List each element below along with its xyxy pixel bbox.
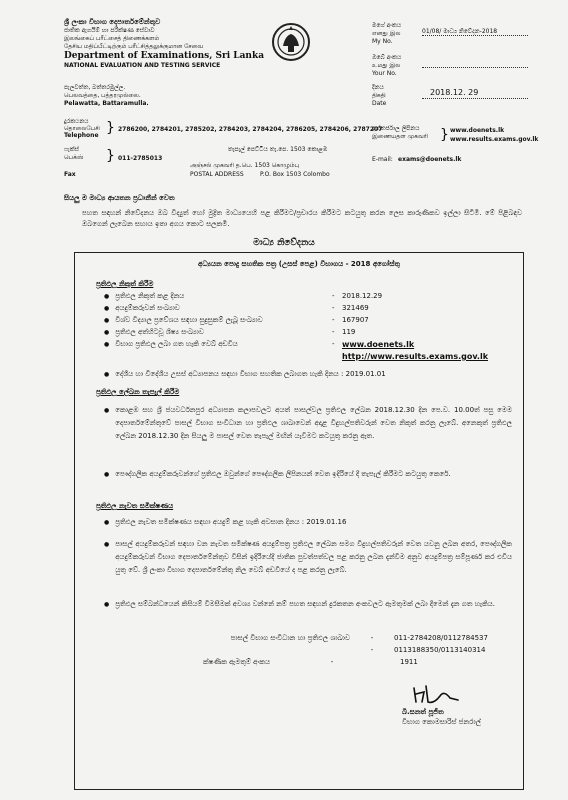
postal-en: P.O. Box 1503 Colombo (260, 171, 330, 178)
summary-row: ● විභාග ප්‍රතිඵල ලබා ගත හැකි වෙබ් අඩවිය - www.doenets.lk (104, 340, 514, 352)
addressee: සියලු ම මාධ්‍ය ආයතන ප්‍රධානීන් වෙත (64, 194, 175, 202)
foreign-cert-label: ● දේශීය හා විදේශීය උසස් අධ්‍යාපනය සඳහා විභාග සහතික ලබාගත හැකි දිනය (104, 370, 339, 378)
summary-row: ● අයදුම්කරුවන් සංඛ්‍යාව - 321469 (104, 304, 514, 316)
summary-label: ● විශ්ව විද්‍යාල ප්‍රවේශය සඳහා සුදුසුකම් ලැබූ සංඛ්‍යාව (104, 316, 332, 328)
web-link-2[interactable]: www.results.exams.gov.lk (450, 136, 539, 143)
my-no-label-en: My No. (372, 38, 393, 45)
contact-row: ක්ෂණික ඇමතුම් අංකය - 1911 (150, 658, 510, 670)
summary-label: ● ප්‍රතිඵල නිකුත් කළ දිනය (104, 292, 332, 304)
sri-lanka-emblem-icon (271, 22, 311, 62)
your-no-label-si: ඔබේ අංකය (372, 54, 402, 61)
sec2-bullet-2-text: පෞද්ගලික අයදුම්කරුවන්ගේ ප්‍රතිඵල ඔවුන්ගේ පෞද්ගලික ලිපිනයන් වෙත ඉදිරියේ දී තැපැල් කිරීමට කටයුතු කෙරේ. (115, 470, 451, 478)
my-no-value: 01/08/ මාධ්‍ය නිවේදන-2018 (422, 28, 528, 36)
email-label: E-mail: (372, 156, 393, 163)
summary-row: ● ප්‍රතිඵල අත්හිටවූ ශිෂ්‍ය සංඛ්‍යාව - 119 (104, 328, 514, 340)
postal-ta: அஞ்சல் முகவரி த.பெ. 1503 கொழும்பு (190, 162, 300, 169)
summary-row (104, 352, 514, 364)
foreign-cert-value: : 2019.01.01 (341, 370, 386, 378)
unit-name-ta: தேசிய மதிப்பீட்டிற்கும் பரீட்சித்தலுக்குமான சேவை (64, 43, 204, 50)
contact-value: 0113188350/0113140314 (394, 646, 486, 654)
summary-label: ● විභාග ප්‍රතිඵල ලබා ගත හැකි වෙබ් අඩවිය (104, 340, 332, 352)
postal-label-en: POSTAL ADDRESS (190, 171, 244, 178)
contact-label: ක්ෂණික ඇමතුම් අංකය (202, 658, 270, 666)
summary-value: 119 (342, 328, 356, 336)
contacts-list (150, 634, 510, 670)
notice-title: මාධ්‍ය නිවේදනය (253, 238, 315, 248)
intro-paragraph: පහත සඳහන් නිවේදනය ඔබ විද්‍යුත් හෝ මුද්‍රිත මාධ්‍යයෙහි පළ කිරීමට/ප්‍රචාරය කිරීමට කටයුතු කරන ලෙස කාරුණිකව ඉල්ලා සිටිමි. මේ පිළිබඳව ඔබගෙන් ලැබෙන සහාය ඉතා අගය කොට සලකමි. (82, 209, 522, 228)
my-no-label-ta: எனது இல (372, 30, 401, 37)
your-no-label-en: Your No. (372, 70, 397, 77)
address-si: පැලවත්ත, බත්තරමුල්ල. (64, 84, 126, 91)
contact-label (150, 646, 350, 658)
unit-name-en: NATIONAL EVALUATION AND TESTING SERVICE (64, 62, 221, 69)
sec2-bullet-1 (104, 404, 512, 443)
summary-label: ● අයදුම්කරුවන් සංඛ්‍යාව (104, 304, 332, 316)
sec2-heading: ප්‍රතිඵල ලේඛන තැපැල් කිරීම (96, 388, 180, 396)
tel-label-ta: தொலைபேசி (64, 125, 100, 132)
sec3-bullet-2-text: පාසල් අයදුම්කරුවන් සඳහා වන නැවත සමීක්ෂණ අයදුම්පත්‍ර ප්‍රතිඵල ලේඛන සමග විදුහල්පතිවරුන් වෙත යවනු ලබන අතර, පෞද්ගලික අයදුම්කරුවන් විභාග දෙපාර්තමේන්තුව විසින් ඉදිරියේදී ජාතික පුවත්පත්වල පළ කරනු ලබන දැන්වීම අනුව අයදුම්පත්‍ර සම්පූර්ණ කර එවිය යුතු වේ. ශ්‍රී ලංකා විභාග දෙපාර්තමේන්තු නිල වෙබ් අඩවියේ ද පළ කරනු ලැබේ. (115, 540, 512, 574)
address-ta: பெலவத்தை, பத்தரமுல்லை. (64, 92, 141, 99)
website-link-1[interactable]: www.doenets.lk (342, 340, 415, 349)
date-value: 2018.12. 29 (422, 88, 528, 99)
contact-value: 1911 (400, 658, 418, 666)
dept-name-en: Department of Examinations, Sri Lanka (64, 51, 265, 61)
sec2-bullet-1-text: කොළඹ සහ ශ්‍රී ජයවර්ධනපුර අධ්‍යාපන කලාපවලට අයත් පාසල්වල ප්‍රතිඵල ලේඛන 2018.12.30 දින පෙ.ව. 10.00ත් පසු මෙම දෙපාර්තමේන්තුවේ පාසල් විභාග සංවිධාන හා ප්‍රතිඵල ශාඛාවෙන් අදාළ විදුහල්පතිවරුන් වෙත නිකුත් කරනු ලැබේ. අනෙකුත් ප්‍රතිඵල ලේඛන 2018.12.30 දින සියලු ම පාසල් වෙත තැපැල් මඟින් යැවීමට කටයුතු කරනු ඇත. (115, 406, 512, 440)
website-link-2[interactable]: http://www.results.exams.gov.lk (342, 352, 489, 361)
results-summary-list (104, 292, 514, 364)
tel-label-en: Telephone (64, 132, 99, 139)
sec3-heading: ප්‍රතිඵල නැවත සමීක්ෂණය (96, 502, 174, 510)
web-label-si: අන්තර්ජාල ලිපිනය (372, 125, 420, 132)
summary-value: 2018.12.29 (342, 292, 383, 300)
date-label-si: දිනය (372, 84, 384, 91)
email-link[interactable]: exams@doenets.lk (398, 156, 462, 163)
contact-row: - 0113188350/0113140314 (150, 646, 510, 658)
summary-row: ● ප්‍රතිඵල නිකුත් කළ දිනය - 2018.12.29 (104, 292, 514, 304)
unit-name-si: ජාතික ඇගයීම් හා පරීක්ෂණ සේවාව (64, 27, 155, 34)
contact-row: පාසල් විභාග සංවිධාන හා ප්‍රතිඵල ශාඛාව - 011-2784208/0112784537 (150, 634, 510, 646)
web-link-1[interactable]: www.doenets.lk (450, 127, 505, 134)
sec3-bullet-3-text: ප්‍රතිඵල සම්බන්ධයෙන් කිසියම් විමසීමක් අවශ්‍ය වන්නේ නම් පහත සඳහන් දුරකතන අංකවලට ඇමතුමක් ලබා දීමෙන් දැන ගත හැකිය. (115, 600, 496, 608)
contact-label: පාසල් විභාග සංවිධාන හා ප්‍රතිඵල ශාඛාව (230, 634, 350, 642)
summary-value: 321469 (342, 304, 369, 312)
summary-row: ● විශ්ව විද්‍යාල ප්‍රවේශය සඳහා සුදුසුකම් ලැබූ සංඛ්‍යාව - 167907 (104, 316, 514, 328)
postal-si: තැපැල් පෙට්ටිය තැ.පෙ. 1503 කොළඹ (228, 146, 328, 153)
address-en: Pelawatta, Battaramulla. (64, 100, 149, 107)
exam-title: අධ්‍යයන පොදු සහතික පත්‍ර (උසස් පෙළ) විභාගය - 2018 අගෝස්තු (198, 260, 400, 268)
date-label-en: Date (372, 100, 387, 107)
sec3-bullet-3 (104, 598, 512, 611)
fax-label-en: Fax (64, 171, 76, 178)
tel-label-si: දුරකථනය (64, 118, 89, 125)
sec2-bullet-2 (104, 468, 512, 481)
web-brace: } (440, 127, 449, 143)
sec3-bullet-1-text: ප්‍රතිඵල නැවත සමීක්ෂණය සඳහා අයදුම් කළ හැකි අවසාන දිනය : 2019.01.16 (115, 518, 347, 526)
fax-label-si: ෆැක්ස් (64, 146, 79, 153)
date-label-ta: திகதி (372, 92, 386, 99)
foreign-cert-row (104, 370, 386, 379)
summary-value: 167907 (342, 316, 369, 324)
your-no-value (422, 66, 528, 68)
sec1-heading: ප්‍රතිඵල නිකුත් කිරීම (96, 280, 154, 288)
tel-brace: } (106, 120, 115, 136)
my-no-label-si: මගේ අංකය (372, 22, 402, 29)
fax-number: 011-2785013 (118, 155, 163, 162)
fax-brace: } (106, 148, 115, 164)
your-no-label-ta: உமது இல (372, 62, 401, 69)
contact-value: 011-2784208/0112784537 (394, 634, 488, 642)
dept-name-ta: இலங்கைப் பரீட்சைத் திணைக்களம் (64, 35, 160, 42)
signature-icon (410, 682, 466, 706)
signatory-name: බී.සනත් පූජිත (402, 708, 444, 716)
dept-name-si: ශ්‍රී ලංකා විභාග දෙපාර්තමේන්තුව (64, 18, 161, 26)
summary-label: ● ප්‍රතිඵල අත්හිටවූ ශිෂ්‍ය සංඛ්‍යාව (104, 328, 332, 340)
fax-label-ta: பெக்ஸ் (64, 154, 84, 161)
sec3-bullet-2 (104, 538, 512, 577)
sec3-bullet-1 (104, 518, 512, 527)
tel-numbers: 2786200, 2784201, 2785202, 2784203, 2784204, 2786205, 2784206, 2787207 (118, 126, 383, 133)
web-label-ta: இணையதள முகவரி (372, 133, 429, 140)
signatory-title: විභාග කොමසාරිස් ජනරාල් (402, 718, 481, 726)
